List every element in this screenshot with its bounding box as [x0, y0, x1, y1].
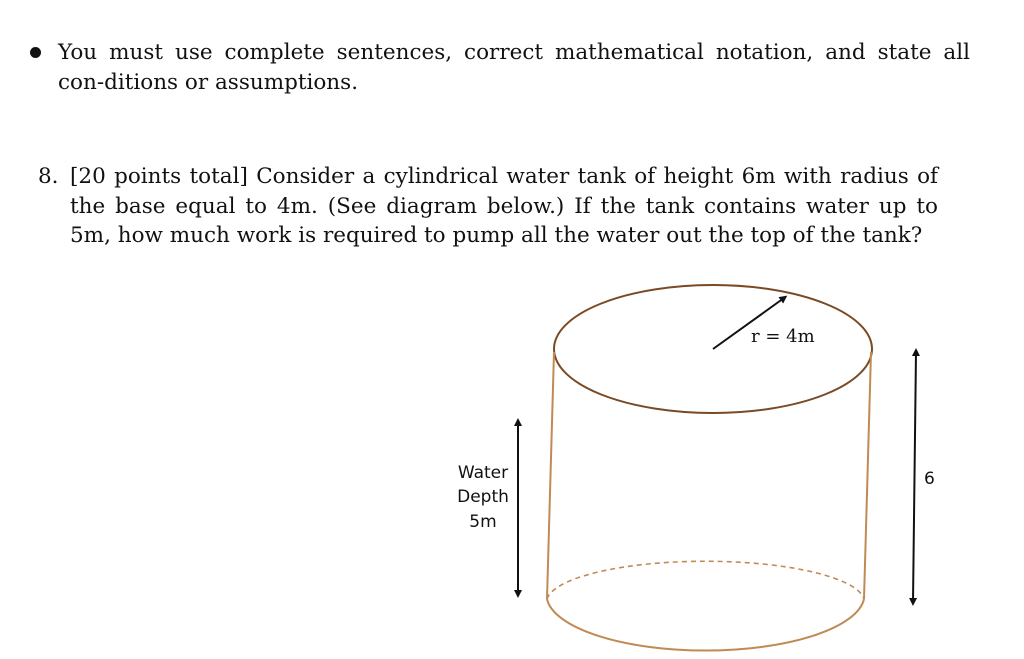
water-depth-label-line1: Water [457, 463, 509, 483]
tank-left-wall [547, 352, 554, 599]
tank-bottom-back-dashed [547, 561, 864, 599]
tank-bottom-front-solid [547, 599, 864, 651]
radius-label: r = 4m [751, 326, 815, 347]
problem-number: 8. [38, 164, 59, 189]
problem-text: [20 points total] Consider a cylindrical water tank of height 6m with radius of the base equal to 4m. (See diagram below.) If the tank contains water up to 5m, how much work is required to pump all the water out the top of the tank? [70, 164, 938, 248]
water-depth-label-line3: 5m [469, 512, 497, 532]
tank-right-wall [864, 352, 871, 599]
instruction-text: You must use complete sentences, correct mathematical notation, and state all con-ditions or assumptions. [58, 40, 970, 95]
height-arrow [913, 352, 916, 602]
water-depth-label-line2: Depth [457, 487, 509, 507]
height-label: 6 [924, 469, 935, 489]
